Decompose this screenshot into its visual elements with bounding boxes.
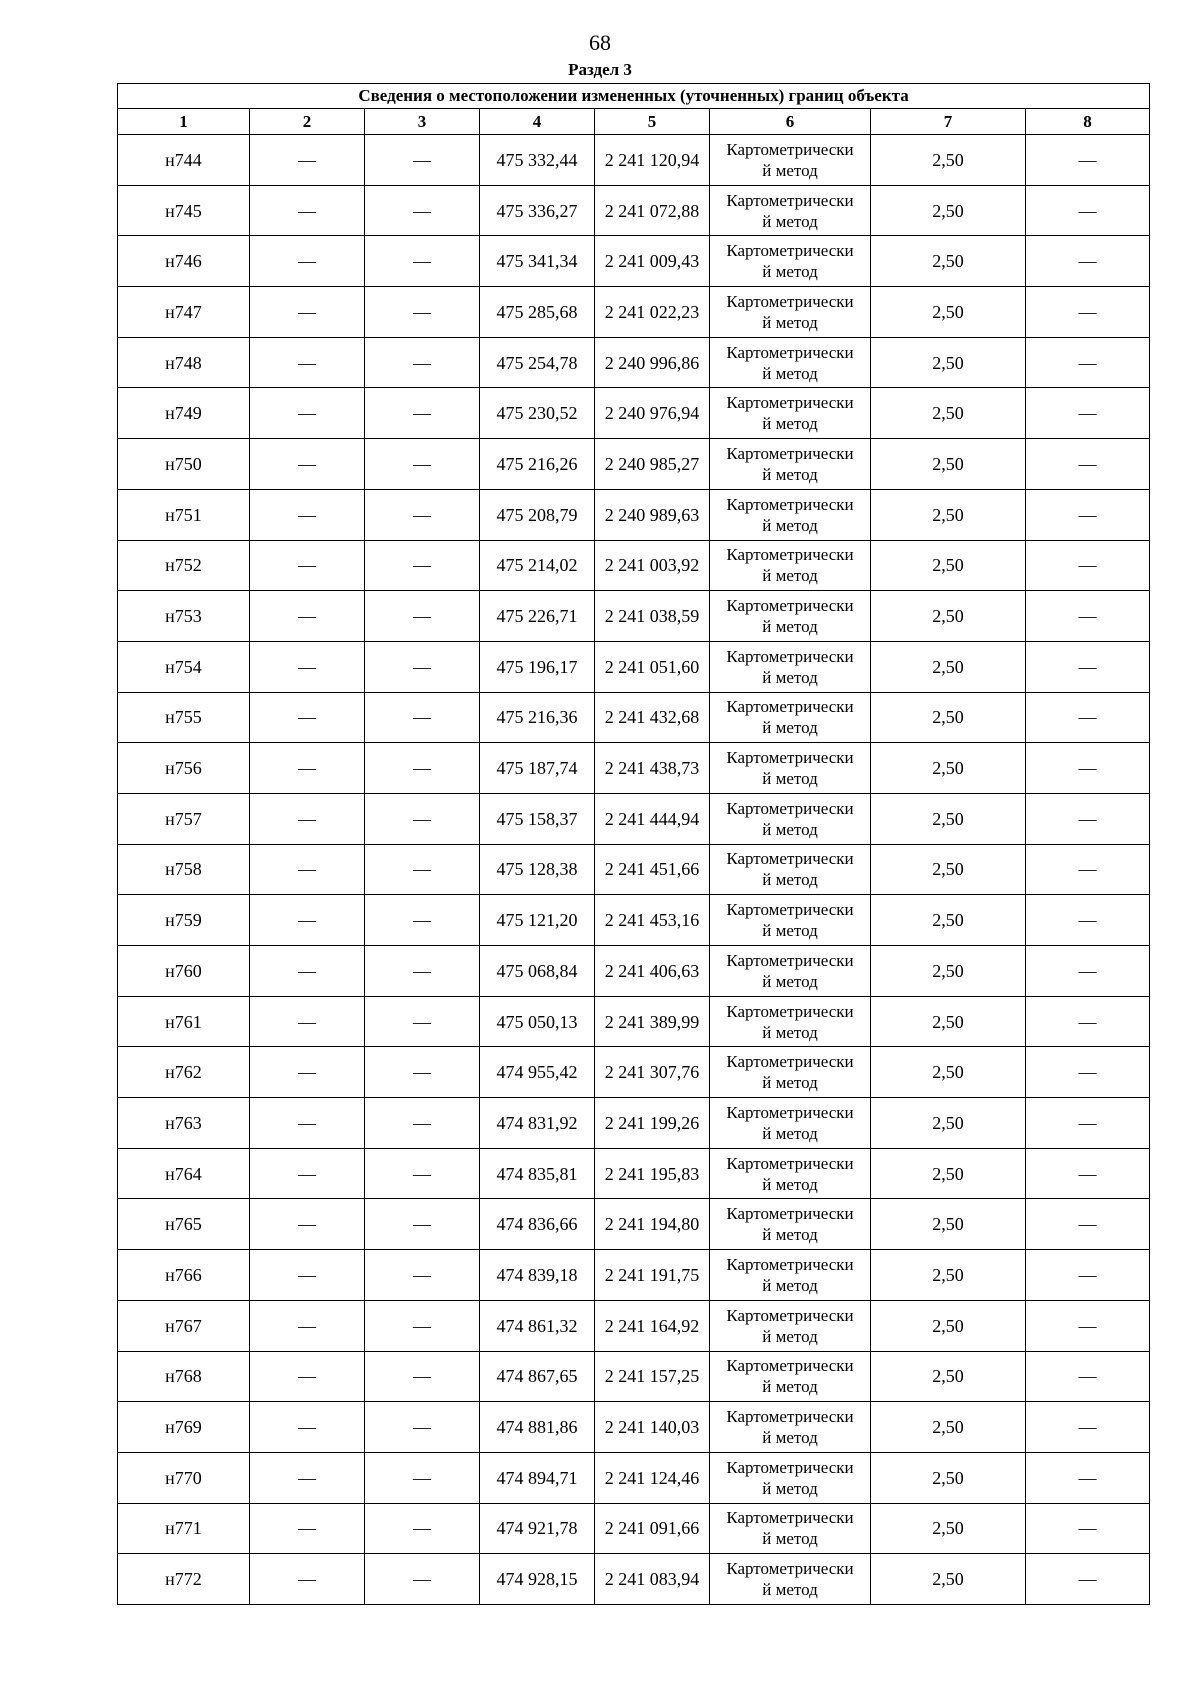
col8-cell: — (1026, 185, 1150, 236)
x-coordinate-cell: 474 861,32 (480, 1300, 595, 1351)
method-cell: Картометрически й метод (710, 1148, 871, 1199)
y-coordinate-cell: 2 240 996,86 (595, 337, 710, 388)
col2-cell: — (250, 591, 365, 642)
table-row (118, 135, 1150, 186)
point-id-cell: н755 (118, 692, 250, 743)
x-coordinate-cell: 474 881,86 (480, 1402, 595, 1453)
col8-cell: — (1026, 1402, 1150, 1453)
col3-cell: — (365, 489, 480, 540)
col3-cell: — (365, 1503, 480, 1554)
point-id-cell: н754 (118, 641, 250, 692)
accuracy-cell: 2,50 (871, 692, 1026, 743)
col8-cell: — (1026, 1199, 1150, 1250)
col3-cell: — (365, 1250, 480, 1301)
col3-cell: — (365, 540, 480, 591)
x-coordinate-cell: 474 867,65 (480, 1351, 595, 1402)
col8-cell: — (1026, 1148, 1150, 1199)
x-coordinate-cell: 475 050,13 (480, 996, 595, 1047)
col8-cell: — (1026, 793, 1150, 844)
accuracy-cell: 2,50 (871, 1554, 1026, 1605)
point-id-cell: н752 (118, 540, 250, 591)
x-coordinate-cell: 475 230,52 (480, 388, 595, 439)
point-id-cell: н744 (118, 135, 250, 186)
x-coordinate-cell: 475 158,37 (480, 793, 595, 844)
col3-cell: — (365, 1098, 480, 1149)
accuracy-cell: 2,50 (871, 1351, 1026, 1402)
accuracy-cell: 2,50 (871, 540, 1026, 591)
y-coordinate-cell: 2 241 140,03 (595, 1402, 710, 1453)
point-id-cell: н748 (118, 337, 250, 388)
method-cell: Картометрически й метод (710, 1452, 871, 1503)
table-row (118, 996, 1150, 1047)
col8-cell: — (1026, 540, 1150, 591)
table-row (118, 236, 1150, 287)
col2-cell: — (250, 641, 365, 692)
header-row (118, 109, 1150, 135)
col3-cell: — (365, 692, 480, 743)
x-coordinate-cell: 475 208,79 (480, 489, 595, 540)
method-cell: Картометрически й метод (710, 1098, 871, 1149)
col2-cell: — (250, 946, 365, 997)
col3-cell: — (365, 743, 480, 794)
method-cell: Картометрически й метод (710, 1402, 871, 1453)
y-coordinate-cell: 2 241 003,92 (595, 540, 710, 591)
col2-cell: — (250, 439, 365, 490)
method-cell: Картометрически й метод (710, 996, 871, 1047)
col8-cell: — (1026, 1047, 1150, 1098)
col8-cell: — (1026, 1452, 1150, 1503)
col3-cell: — (365, 439, 480, 490)
method-cell: Картометрически й метод (710, 287, 871, 338)
column-header: 5 (595, 109, 710, 135)
col2-cell: — (250, 1402, 365, 1453)
y-coordinate-cell: 2 241 195,83 (595, 1148, 710, 1199)
table-row (118, 793, 1150, 844)
x-coordinate-cell: 475 336,27 (480, 185, 595, 236)
table-row (118, 439, 1150, 490)
method-cell: Картометрически й метод (710, 1554, 871, 1605)
col8-cell: — (1026, 692, 1150, 743)
accuracy-cell: 2,50 (871, 591, 1026, 642)
method-cell: Картометрически й метод (710, 1503, 871, 1554)
table-row (118, 1351, 1150, 1402)
col3-cell: — (365, 641, 480, 692)
col3-cell: — (365, 1351, 480, 1402)
point-id-cell: н770 (118, 1452, 250, 1503)
point-id-cell: н753 (118, 591, 250, 642)
col3-cell: — (365, 236, 480, 287)
col3-cell: — (365, 388, 480, 439)
method-cell: Картометрически й метод (710, 743, 871, 794)
method-cell: Картометрически й метод (710, 591, 871, 642)
point-id-cell: н761 (118, 996, 250, 1047)
point-id-cell: н763 (118, 1098, 250, 1149)
point-id-cell: н758 (118, 844, 250, 895)
col3-cell: — (365, 591, 480, 642)
x-coordinate-cell: 474 894,71 (480, 1452, 595, 1503)
point-id-cell: н747 (118, 287, 250, 338)
point-id-cell: н767 (118, 1300, 250, 1351)
y-coordinate-cell: 2 241 444,94 (595, 793, 710, 844)
accuracy-cell: 2,50 (871, 1098, 1026, 1149)
table-row (118, 1250, 1150, 1301)
y-coordinate-cell: 2 241 451,66 (595, 844, 710, 895)
table-row (118, 489, 1150, 540)
method-cell: Картометрически й метод (710, 1351, 871, 1402)
col3-cell: — (365, 895, 480, 946)
col2-cell: — (250, 287, 365, 338)
method-cell: Картометрически й метод (710, 641, 871, 692)
method-cell: Картометрически й метод (710, 135, 871, 186)
col2-cell: — (250, 1148, 365, 1199)
col3-cell: — (365, 1300, 480, 1351)
x-coordinate-cell: 475 128,38 (480, 844, 595, 895)
x-coordinate-cell: 475 285,68 (480, 287, 595, 338)
table-row (118, 743, 1150, 794)
accuracy-cell: 2,50 (871, 1300, 1026, 1351)
col3-cell: — (365, 844, 480, 895)
y-coordinate-cell: 2 241 453,16 (595, 895, 710, 946)
accuracy-cell: 2,50 (871, 743, 1026, 794)
table-row (118, 1047, 1150, 1098)
y-coordinate-cell: 2 241 191,75 (595, 1250, 710, 1301)
method-cell: Картометрически й метод (710, 1047, 871, 1098)
table-row (118, 1148, 1150, 1199)
y-coordinate-cell: 2 241 124,46 (595, 1452, 710, 1503)
col8-cell: — (1026, 895, 1150, 946)
accuracy-cell: 2,50 (871, 996, 1026, 1047)
col8-cell: — (1026, 388, 1150, 439)
point-id-cell: н762 (118, 1047, 250, 1098)
y-coordinate-cell: 2 241 194,80 (595, 1199, 710, 1250)
table-row (118, 895, 1150, 946)
point-id-cell: н746 (118, 236, 250, 287)
column-header: 2 (250, 109, 365, 135)
accuracy-cell: 2,50 (871, 236, 1026, 287)
col3-cell: — (365, 1402, 480, 1453)
accuracy-cell: 2,50 (871, 1250, 1026, 1301)
table-row (118, 641, 1150, 692)
point-id-cell: н772 (118, 1554, 250, 1605)
col2-cell: — (250, 793, 365, 844)
table-row (118, 185, 1150, 236)
col2-cell: — (250, 1300, 365, 1351)
col2-cell: — (250, 1047, 365, 1098)
x-coordinate-cell: 474 839,18 (480, 1250, 595, 1301)
point-id-cell: н766 (118, 1250, 250, 1301)
col3-cell: — (365, 1452, 480, 1503)
col3-cell: — (365, 793, 480, 844)
col2-cell: — (250, 1554, 365, 1605)
x-coordinate-cell: 474 921,78 (480, 1503, 595, 1554)
x-coordinate-cell: 475 196,17 (480, 641, 595, 692)
table-row (118, 844, 1150, 895)
point-id-cell: н771 (118, 1503, 250, 1554)
accuracy-cell: 2,50 (871, 1148, 1026, 1199)
table-row (118, 337, 1150, 388)
table-row (118, 1300, 1150, 1351)
point-id-cell: н764 (118, 1148, 250, 1199)
col2-cell: — (250, 1351, 365, 1402)
col2-cell: — (250, 388, 365, 439)
accuracy-cell: 2,50 (871, 287, 1026, 338)
column-header: 1 (118, 109, 250, 135)
col3-cell: — (365, 1554, 480, 1605)
accuracy-cell: 2,50 (871, 793, 1026, 844)
table-row (118, 287, 1150, 338)
col2-cell: — (250, 1199, 365, 1250)
table-row (118, 591, 1150, 642)
point-id-cell: н756 (118, 743, 250, 794)
accuracy-cell: 2,50 (871, 388, 1026, 439)
point-id-cell: н757 (118, 793, 250, 844)
accuracy-cell: 2,50 (871, 337, 1026, 388)
accuracy-cell: 2,50 (871, 1503, 1026, 1554)
col2-cell: — (250, 337, 365, 388)
boundary-table (117, 83, 1150, 1605)
accuracy-cell: 2,50 (871, 844, 1026, 895)
accuracy-cell: 2,50 (871, 641, 1026, 692)
point-id-cell: н765 (118, 1199, 250, 1250)
accuracy-cell: 2,50 (871, 946, 1026, 997)
x-coordinate-cell: 475 068,84 (480, 946, 595, 997)
method-cell: Картометрически й метод (710, 844, 871, 895)
accuracy-cell: 2,50 (871, 1047, 1026, 1098)
col8-cell: — (1026, 844, 1150, 895)
col3-cell: — (365, 135, 480, 186)
x-coordinate-cell: 474 831,92 (480, 1098, 595, 1149)
table-row (118, 1098, 1150, 1149)
col2-cell: — (250, 489, 365, 540)
x-coordinate-cell: 475 216,26 (480, 439, 595, 490)
accuracy-cell: 2,50 (871, 185, 1026, 236)
col3-cell: — (365, 185, 480, 236)
col2-cell: — (250, 185, 365, 236)
x-coordinate-cell: 475 216,36 (480, 692, 595, 743)
col2-cell: — (250, 1503, 365, 1554)
col8-cell: — (1026, 236, 1150, 287)
x-coordinate-cell: 475 332,44 (480, 135, 595, 186)
y-coordinate-cell: 2 241 389,99 (595, 996, 710, 1047)
point-id-cell: н749 (118, 388, 250, 439)
y-coordinate-cell: 2 241 432,68 (595, 692, 710, 743)
col2-cell: — (250, 236, 365, 287)
col2-cell: — (250, 895, 365, 946)
col8-cell: — (1026, 1554, 1150, 1605)
col8-cell: — (1026, 1250, 1150, 1301)
col8-cell: — (1026, 337, 1150, 388)
y-coordinate-cell: 2 241 406,63 (595, 946, 710, 997)
y-coordinate-cell: 2 241 009,43 (595, 236, 710, 287)
column-header: 6 (710, 109, 871, 135)
accuracy-cell: 2,50 (871, 439, 1026, 490)
table-row (118, 1402, 1150, 1453)
y-coordinate-cell: 2 240 989,63 (595, 489, 710, 540)
x-coordinate-cell: 475 121,20 (480, 895, 595, 946)
col3-cell: — (365, 996, 480, 1047)
col8-cell: — (1026, 641, 1150, 692)
accuracy-cell: 2,50 (871, 1402, 1026, 1453)
x-coordinate-cell: 474 835,81 (480, 1148, 595, 1199)
point-id-cell: н760 (118, 946, 250, 997)
col8-cell: — (1026, 489, 1150, 540)
method-cell: Картометрически й метод (710, 1199, 871, 1250)
column-header: 3 (365, 109, 480, 135)
x-coordinate-cell: 474 955,42 (480, 1047, 595, 1098)
x-coordinate-cell: 475 226,71 (480, 591, 595, 642)
y-coordinate-cell: 2 241 051,60 (595, 641, 710, 692)
column-header: 4 (480, 109, 595, 135)
col2-cell: — (250, 135, 365, 186)
section-title: Раздел 3 (568, 60, 632, 79)
col3-cell: — (365, 287, 480, 338)
table-body (118, 135, 1150, 1605)
method-cell: Картометрически й метод (710, 489, 871, 540)
y-coordinate-cell: 2 241 083,94 (595, 1554, 710, 1605)
table-row (118, 692, 1150, 743)
column-header: 8 (1026, 109, 1150, 135)
y-coordinate-cell: 2 241 038,59 (595, 591, 710, 642)
method-cell: Картометрически й метод (710, 793, 871, 844)
y-coordinate-cell: 2 240 976,94 (595, 388, 710, 439)
col8-cell: — (1026, 1503, 1150, 1554)
col8-cell: — (1026, 996, 1150, 1047)
col2-cell: — (250, 1250, 365, 1301)
accuracy-cell: 2,50 (871, 895, 1026, 946)
method-cell: Картометрически й метод (710, 540, 871, 591)
col2-cell: — (250, 844, 365, 895)
x-coordinate-cell: 474 928,15 (480, 1554, 595, 1605)
point-id-cell: н751 (118, 489, 250, 540)
col8-cell: — (1026, 591, 1150, 642)
y-coordinate-cell: 2 241 072,88 (595, 185, 710, 236)
col2-cell: — (250, 540, 365, 591)
table-row (118, 1452, 1150, 1503)
column-header: 7 (871, 109, 1026, 135)
method-cell: Картометрически й метод (710, 337, 871, 388)
table-row (118, 1554, 1150, 1605)
col8-cell: — (1026, 135, 1150, 186)
method-cell: Картометрически й метод (710, 946, 871, 997)
method-cell: Картометрически й метод (710, 439, 871, 490)
table-row (118, 540, 1150, 591)
point-id-cell: н768 (118, 1351, 250, 1402)
y-coordinate-cell: 2 241 120,94 (595, 135, 710, 186)
col8-cell: — (1026, 439, 1150, 490)
col3-cell: — (365, 946, 480, 997)
table-caption: Сведения о местоположении измененных (уточненных) границ объекта (118, 84, 1150, 109)
method-cell: Картометрически й метод (710, 692, 871, 743)
accuracy-cell: 2,50 (871, 135, 1026, 186)
x-coordinate-cell: 475 341,34 (480, 236, 595, 287)
accuracy-cell: 2,50 (871, 1452, 1026, 1503)
col3-cell: — (365, 1199, 480, 1250)
y-coordinate-cell: 2 241 199,26 (595, 1098, 710, 1149)
page-number: 68 (589, 30, 611, 55)
col2-cell: — (250, 1452, 365, 1503)
y-coordinate-cell: 2 241 307,76 (595, 1047, 710, 1098)
y-coordinate-cell: 2 241 157,25 (595, 1351, 710, 1402)
y-coordinate-cell: 2 241 438,73 (595, 743, 710, 794)
col3-cell: — (365, 1047, 480, 1098)
table-row (118, 1503, 1150, 1554)
col8-cell: — (1026, 946, 1150, 997)
table-row (118, 946, 1150, 997)
y-coordinate-cell: 2 241 022,23 (595, 287, 710, 338)
col8-cell: — (1026, 1351, 1150, 1402)
x-coordinate-cell: 475 187,74 (480, 743, 595, 794)
y-coordinate-cell: 2 241 164,92 (595, 1300, 710, 1351)
col3-cell: — (365, 1148, 480, 1199)
col8-cell: — (1026, 1098, 1150, 1149)
point-id-cell: н745 (118, 185, 250, 236)
accuracy-cell: 2,50 (871, 489, 1026, 540)
table-row (118, 1199, 1150, 1250)
method-cell: Картометрически й метод (710, 185, 871, 236)
point-id-cell: н750 (118, 439, 250, 490)
method-cell: Картометрически й метод (710, 388, 871, 439)
x-coordinate-cell: 475 214,02 (480, 540, 595, 591)
col2-cell: — (250, 1098, 365, 1149)
table-row (118, 388, 1150, 439)
x-coordinate-cell: 475 254,78 (480, 337, 595, 388)
y-coordinate-cell: 2 240 985,27 (595, 439, 710, 490)
col8-cell: — (1026, 1300, 1150, 1351)
point-id-cell: н769 (118, 1402, 250, 1453)
method-cell: Картометрически й метод (710, 1300, 871, 1351)
point-id-cell: н759 (118, 895, 250, 946)
method-cell: Картометрически й метод (710, 236, 871, 287)
x-coordinate-cell: 474 836,66 (480, 1199, 595, 1250)
col3-cell: — (365, 337, 480, 388)
col8-cell: — (1026, 287, 1150, 338)
method-cell: Картометрически й метод (710, 1250, 871, 1301)
col2-cell: — (250, 996, 365, 1047)
method-cell: Картометрически й метод (710, 895, 871, 946)
col2-cell: — (250, 743, 365, 794)
y-coordinate-cell: 2 241 091,66 (595, 1503, 710, 1554)
accuracy-cell: 2,50 (871, 1199, 1026, 1250)
col8-cell: — (1026, 743, 1150, 794)
col2-cell: — (250, 692, 365, 743)
